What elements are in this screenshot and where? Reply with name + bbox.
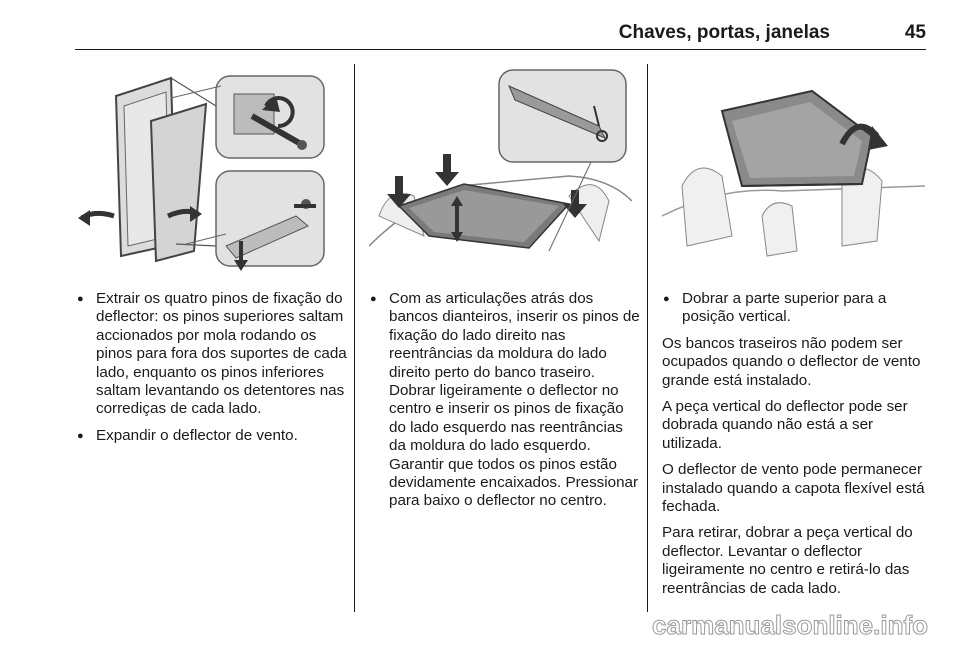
section-title: Chaves, portas, janelas xyxy=(618,22,830,43)
column-divider-left xyxy=(354,64,355,612)
illustration-deflector-fold xyxy=(662,66,925,276)
column-middle xyxy=(369,290,641,519)
watermark xyxy=(584,612,929,640)
illustration-deflector-install xyxy=(369,66,632,276)
bullet-item: ● Dobrar a parte superior para a posição vertical. xyxy=(662,290,934,327)
illustration-deflector-install-svg xyxy=(369,66,632,276)
paragraph: A peça vertical do deflector pode ser dobrada quando não está a ser utilizada. xyxy=(662,398,908,452)
column-left xyxy=(76,290,348,453)
illustration-deflector-fold-svg xyxy=(662,66,925,276)
bullet-item: ● Expandir o deflector de vento. xyxy=(76,427,348,445)
paragraph: Os bancos traseiros não podem ser ocupados quando o deflector de vento grande está instalado. xyxy=(662,334,921,389)
column-right xyxy=(662,290,934,606)
illustration-deflector-extract-svg xyxy=(76,66,339,276)
paragraph: O deflector de vento pode permanecer instalado quando a capota flexível está fechada. xyxy=(662,461,925,516)
paragraph: Para retirar, dobrar a peça vertical do deflector. Levantar o deflector ligeiramente no centro e retirá-lo das reentrâncias de cada lado. xyxy=(662,524,913,597)
illustration-deflector-extract xyxy=(76,66,339,276)
bullet-item: ● Extrair os quatro pinos de fixação do deflector: os pinos superiores saltam accionados por mola rodando os pinos para fora dos suportes de cada lado, enquanto os pinos inferiores saltam levantando os detentores nas corrediças de cada lado. xyxy=(76,290,348,419)
watermark-svg xyxy=(584,612,929,640)
column-divider-right xyxy=(647,64,648,612)
page-number: 45 xyxy=(904,22,926,43)
bullet-item: ● Com as articulações atrás dos bancos dianteiros, inserir os pinos de fixação do lado direito nas reentrâncias da moldura do lado direito perto do banco traseiro. Dobrar ligeiramente o deflector no centro e inserir os pinos de fixação do lado esquerdo nas reentrâncias da moldura do lado esquerdo. Garantir que todos os pinos estão devidamente encaixados. Pressionar para baixo o deflector no centro. xyxy=(369,290,641,511)
watermark-text: carmanualsonline.info xyxy=(652,612,928,640)
header-rule xyxy=(75,49,926,50)
